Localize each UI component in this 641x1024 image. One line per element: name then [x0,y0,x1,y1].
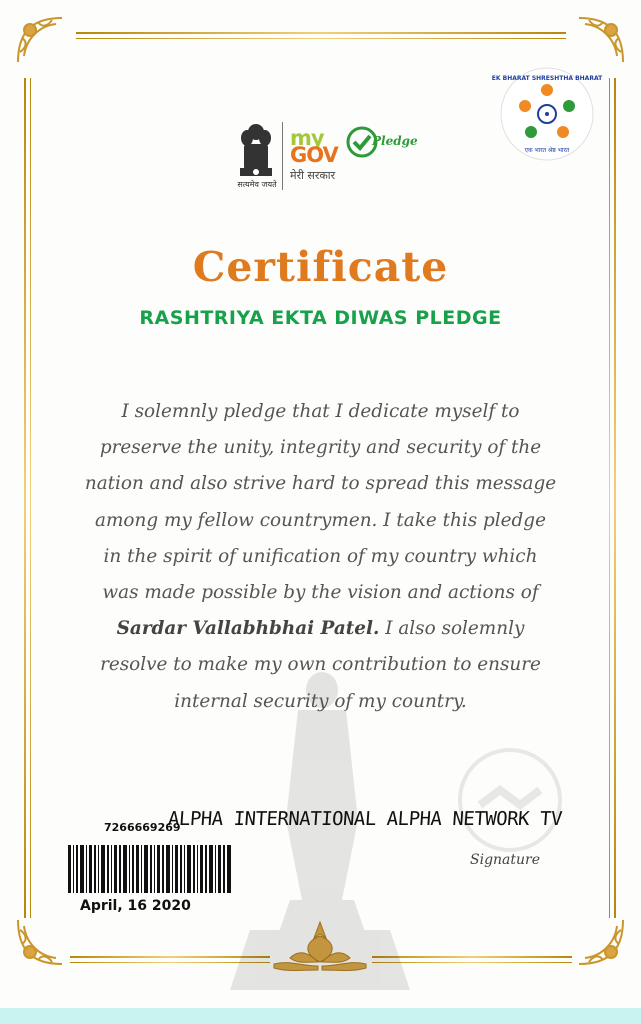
frame-left-line [24,78,26,918]
frame-left-line-inner [30,78,31,918]
frame-right-line-inner [609,78,610,918]
certificate-subtitle: RASHTRIYA EKTA DIWAS PLEDGE [139,307,502,329]
pledge-line: nation and also strive hard to spread this message [84,473,557,495]
pledge-line: among my fellow countrymen. I take this pledge [95,509,546,531]
corner-ornament-bottom-left [12,914,68,970]
pledge-line: I solemnly pledge that I dedicate myself to [121,401,520,422]
corner-ornament-top-right [573,12,629,68]
pledge-line [80,611,561,647]
mygov-logo-gov: GOV [290,143,338,167]
corner-ornament-top-left [12,12,68,68]
frame-top-line [76,32,566,34]
signature-caption: Signature [470,852,541,868]
corner-ornament-bottom-right [573,914,629,970]
frame-right-line [614,78,616,918]
logo-divider [282,122,283,190]
barcode [68,845,231,893]
bottom-strip [0,1008,641,1024]
certificate-title: Certificate [192,243,449,291]
pledge-logo-text: Pledge [372,134,418,148]
pledge-line: resolve to make my own contribution to ensure [100,654,541,676]
certificate-number: 7266669269 [104,821,181,834]
mygov-logo-my: my [290,126,324,150]
issue-date: April, 16 2020 [80,898,191,914]
pledge-text [80,394,561,720]
ebsb-bottom-text: एक भारत श्रेष्ठ भारत [524,147,570,154]
pledge-line: internal security of my country. [174,690,467,712]
frame-top-line-inner [76,38,566,39]
signature-name: ALPHA INTERNATIONAL ALPHA NETWORK TV [167,808,563,830]
pledge-line: was made possible by the vision and actions of [102,582,539,604]
ebsb-top-text: EK BHARAT SHRESHTHA BHARAT [491,75,603,82]
pledge-bold-name: Sardar Vallabhbhai Patel. [116,618,380,640]
mygov-logo-hindi: मेरी सरकार [290,169,336,182]
pledge-line: preserve the unity, integrity and security of the [99,437,542,459]
pledge-after-bold: I also solemnly [379,618,525,640]
handshake-watermark [455,745,565,855]
pledge-line: in the spirit of unification of my country which [103,545,538,567]
emblem-caption: सत्यमेव जयते [237,180,277,189]
ek-bharat-logo [491,66,603,162]
